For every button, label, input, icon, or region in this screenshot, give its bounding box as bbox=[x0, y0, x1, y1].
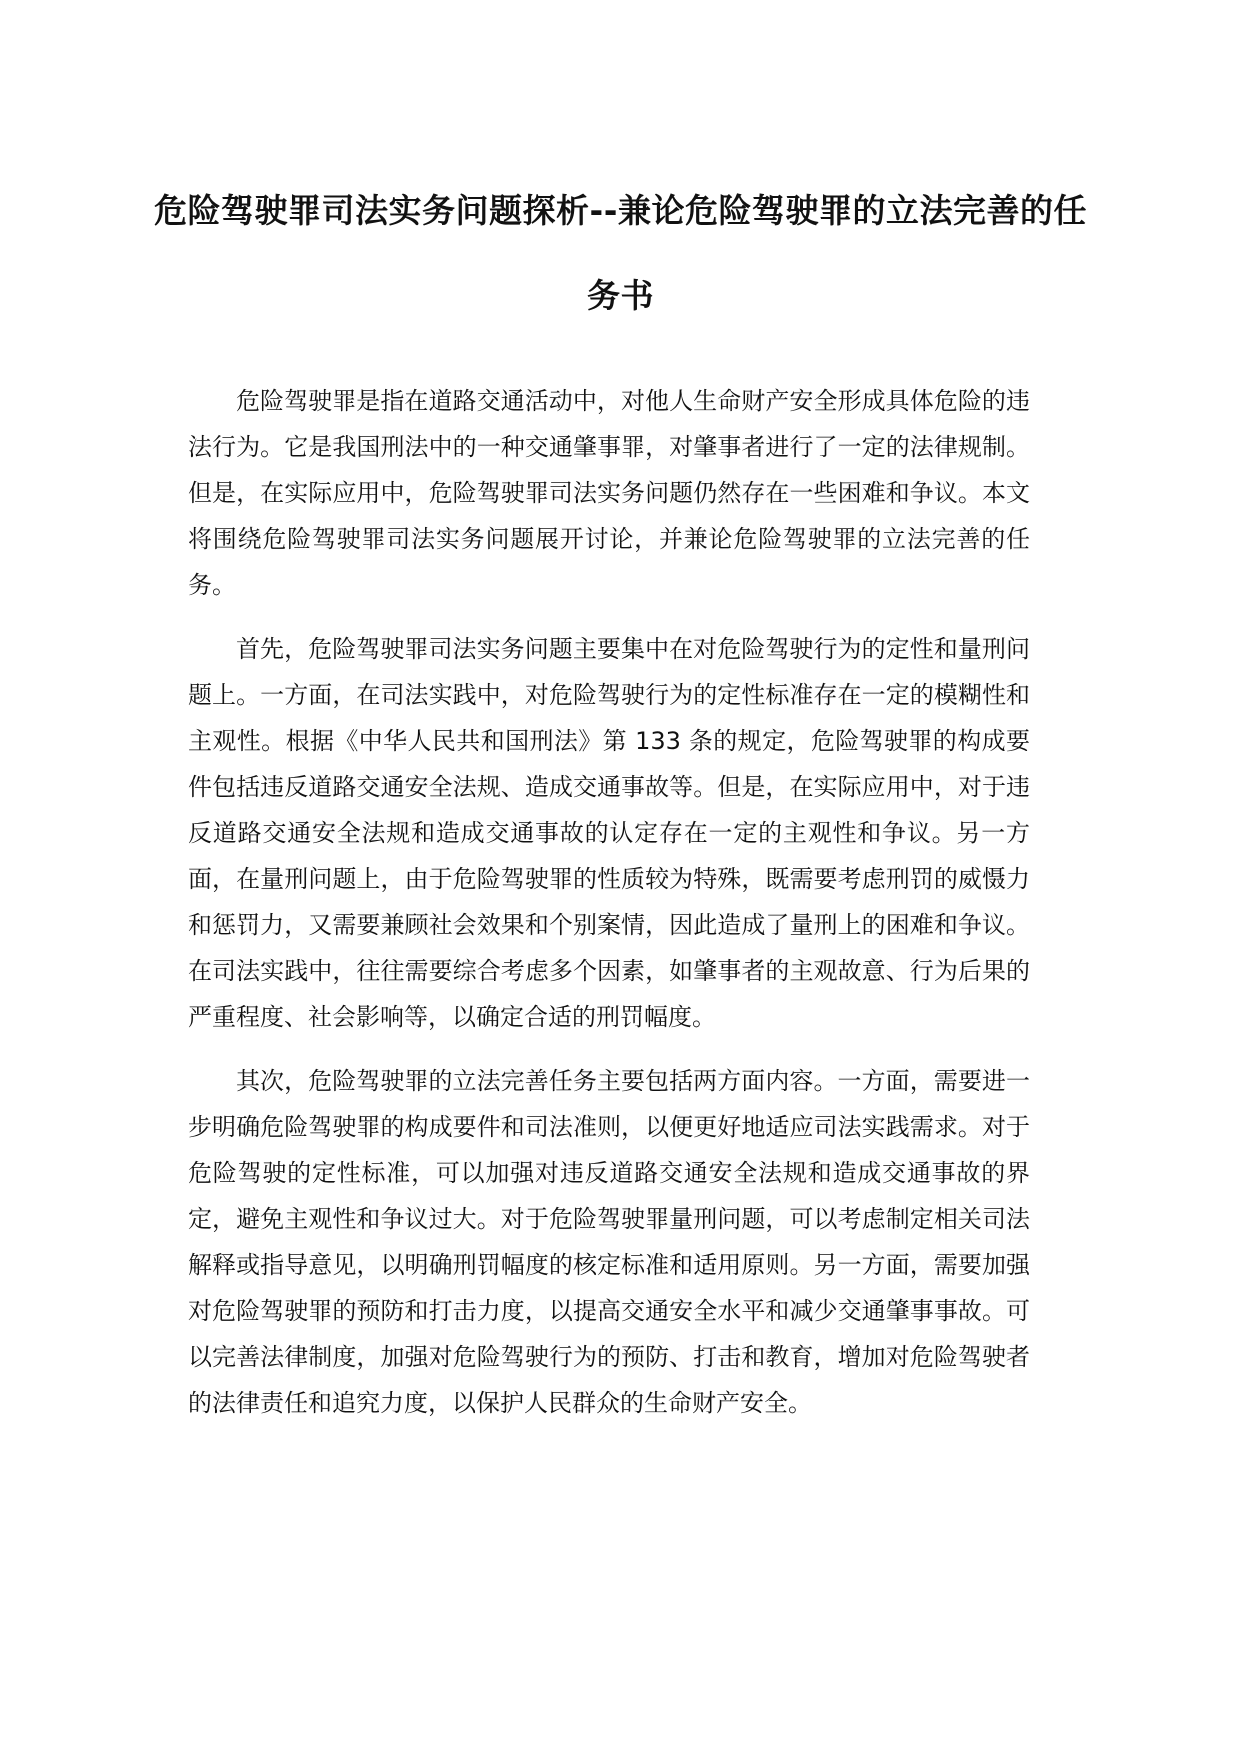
paragraph-intro: 危险驾驶罪是指在道路交通活动中，对他人生命财产安全形成具体危险的违法行为。它是我国刑法中的一种交通肇事罪，对肇事者进行了一定的法律规制。但是，在实际应用中，危险驾驶罪司法实务问题仍然存在一些困难和争议。本文将围绕危险驾驶罪司法实务问题展开讨论，并兼论危险驾驶罪的立法完善的任务。 bbox=[188, 387, 1030, 599]
paragraph-first: 首先，危险驾驶罪司法实务问题主要集中在对危险驾驶行为的定性和量刑问题上。一方面，在司法实践中，对危险驾驶行为的定性标准存在一定的模糊性和主观性。根据《中华人民共和国刑法》第 133 条的规定，危险驾驶罪的构成要件包括违反道路交通安全法规、造成交通事故等。但是，在实际应用中，对于违反道路交通安全法规和造成交通事故的认定存在一定的主观性和争议。另一方面，在量刑问题上，由于危险驾驶罪的性质较为特殊，既需要考虑刑罚的威慑力和惩罚力，又需要兼顾社会效果和个别案情，因此造成了量刑上的困难和争议。在司法实践中，往往需要综合考虑多个因素，如肇事者的主观故意、行为后果的严重程度、社会影响等，以确定合适的刑罚幅度。 bbox=[188, 635, 1030, 1031]
document-title: 危险驾驶罪司法实务问题探析--兼论危险驾驶罪的立法完善的任务书 bbox=[154, 191, 1087, 315]
paragraph-second: 其次，危险驾驶罪的立法完善任务主要包括两方面内容。一方面，需要进一步明确危险驾驶罪的构成要件和司法准则，以便更好地适应司法实践需求。对于危险驾驶的定性标准，可以加强对违反道路交通安全法规和造成交通事故的界定，避免主观性和争议过大。对于危险驾驶罪量刑问题，可以考虑制定相关司法解释或指导意见，以明确刑罚幅度的核定标准和适用原则。另一方面，需要加强对危险驾驶罪的预防和打击力度，以提高交通安全水平和减少交通肇事事故。可以完善法律制度，加强对危险驾驶行为的预防、打击和教育，增加对危险驾驶者的法律责任和追究力度，以保护人民群众的生命财产安全。 bbox=[188, 1067, 1030, 1417]
document-body bbox=[188, 378, 1030, 1444]
